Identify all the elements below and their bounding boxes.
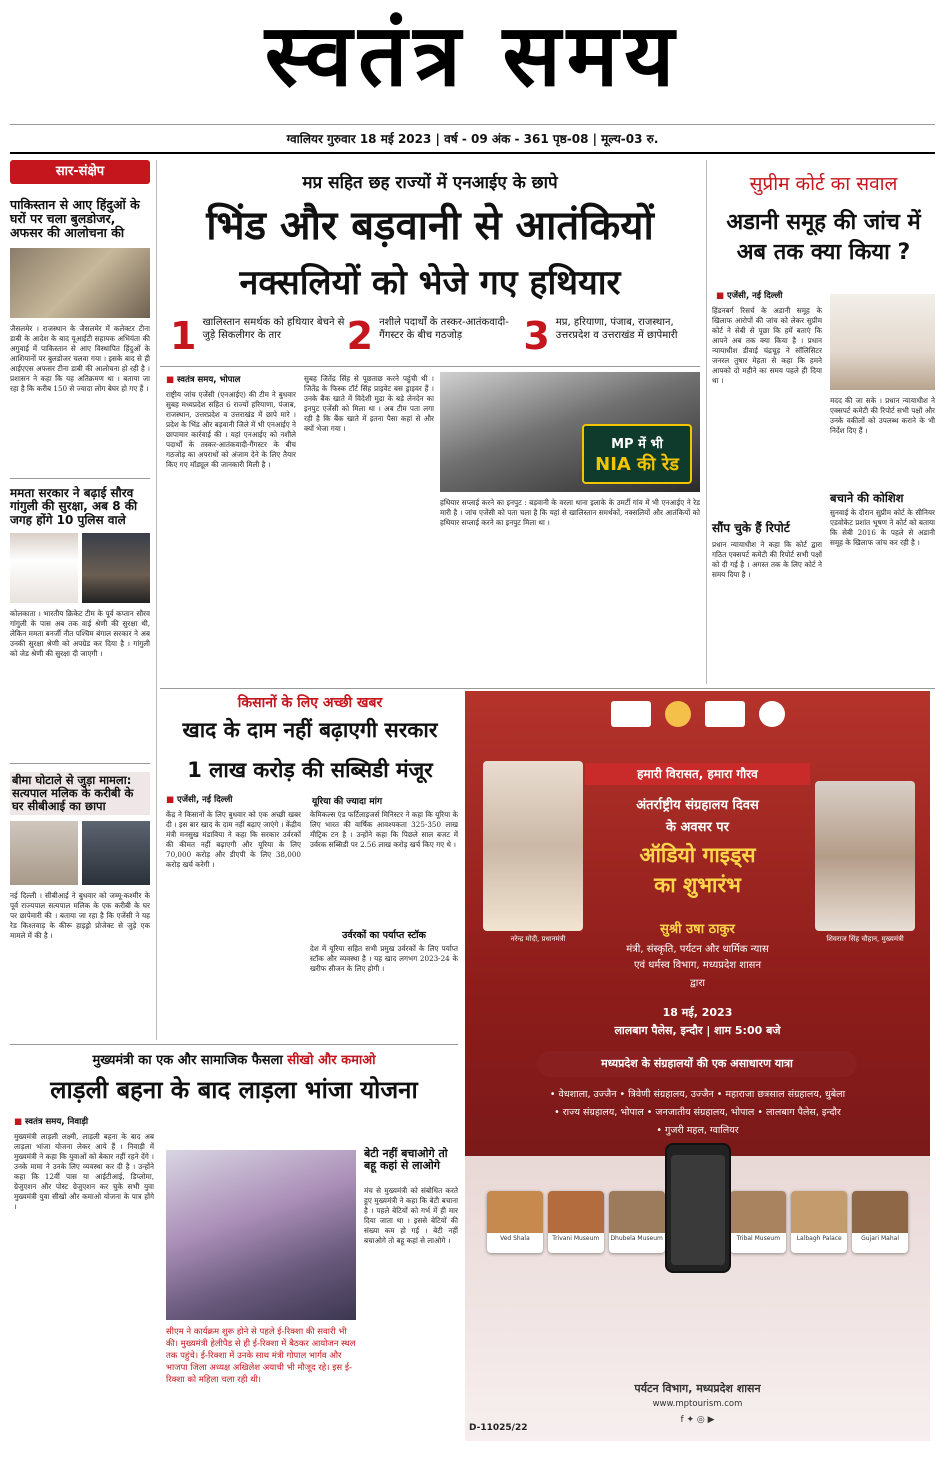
museum-journey-banner: मध्यप्रदेश के संग्रहालयों की एक असाधारण यात्रा [537, 1051, 857, 1077]
fertilizer-column-1: केंद्र ने किसानों के लिए बुधवार को एक अच्छी खबर दी । इस बार खाद के दाम नहीं बढ़ाए जाएंगे । केंद्रीय मंत्री मनसुख मंडाविया ने कहा कि सरकार उर्वरकों की कीमत नहीं बढ़ाएगी और यूरिया के लिए 70,000 करोड़ और डीएपी के लिए 38,000 करोड़ खर्च करेगी । [166, 810, 301, 869]
story-headline[interactable]: पाकिस्तान से आए हिंदुओं के घरों पर चला बुलडोजर, अफसर की आलोचना की [10, 197, 140, 240]
places-line2: • राज्य संग्रहालय, भोपाल • जनजातीय संग्रहालय, भोपाल • लालबाग पैलेस, इन्दौर [554, 1107, 841, 1118]
adani-column-2b: सुनवाई के दौरान सुप्रीम कोर्ट के सीनियर एडवोकेट प्रशांत भूषण ने कोर्ट को बताया कि सेबी 2016 के पहले से अडानी समूह के खिलाफ जांच कर रही है । [830, 508, 935, 547]
side-headline[interactable]: बेटी नहीं बचाओगे तो बहू कहां से लाओगे [364, 1147, 448, 1173]
museum-card[interactable] [548, 1191, 604, 1253]
chief-guest: सुश्री उषा ठाकुर [660, 922, 735, 937]
museum-card-label: Dhubela Museum [610, 1235, 663, 1242]
lead-kicker: मप्र सहित छह राज्यों में एनआईए के छापे [302, 173, 558, 193]
adani-column-1: हिंडनबर्ग रिसर्च के अडानी समूह के खिलाफ आरोपों की जांच को लेकर सुप्रीम कोर्ट ने सेबी से पूछा कि हमें बताएं कि आपने अब तक क्या किया है । प्रधान न्यायाधीश डीवाई चंद्रचूड़ ने सॉलिसिटर जनरल तुषार मेहता से कहा कि हमने आपको दो महीने का समय पहले ही दिया था । [712, 306, 822, 385]
ad-tagline: हमारी विरासत, हमारा गौरव [585, 763, 810, 785]
ganguly-photo [82, 533, 150, 603]
story-body: नई दिल्ली । सीबीआई ने बुधवार को जम्मू-कश्मीर के पूर्व राज्यपाल सत्यपाल मलिक के एक करीबी के घर पर छापेमारी की । बताया जा रहा है कि एजेंसी ने यह रेड किश्तवाड़ के कीरू हाइड्रो प्रोजेक्ट से जुड़े एक मामले में की है । [10, 890, 150, 940]
pm-caption: नरेन्द्र मोदी, प्रधानमंत्री [510, 935, 566, 943]
demolition-photo [10, 248, 150, 318]
museum-card-label: Ved Shala [500, 1235, 530, 1242]
ad-line1: अंतर्राष्ट्रीय संग्रहालय दिवस [636, 798, 759, 813]
section-label: सार-संक्षेप [10, 160, 150, 184]
museum-logo [759, 701, 785, 727]
lead-points [170, 316, 700, 364]
fertilizer-kicker: किसानों के लिए अच्छी खबर [237, 695, 383, 711]
divider [10, 152, 935, 154]
adani-byline: ■ एजेंसी, नई दिल्ली [716, 291, 783, 301]
adani-subhead: सौंप चुके हैं रिपोर्ट [712, 521, 790, 535]
adani-column-2: मदद की जा सके । प्रधान न्यायाधीश ने एक्सपर्ट कमेटी की रिपोर्ट सभी पक्षों और उनके वकीलों को उपलब्ध कराने के भी निर्देश दिए हैं । [830, 396, 935, 435]
point-item [523, 316, 700, 364]
story-body: कोलकाता । भारतीय क्रिकेट टीम के पूर्व कप्तान सौरव गांगुली के पास अब तक वाई श्रेणी की सुरक्षा थी, लेकिन ममता बनर्जी नीत पश्चिम बंगाल सरकार ने अब उनकी सुरक्षा श्रेणी को अपग्रेड कर दिया है । गांगुली को जेड श्रेणी की सुरक्षा दी जाएगी । [10, 609, 150, 659]
youtube-icon[interactable]: ▶ [707, 1415, 715, 1425]
museum-day-ad [465, 691, 930, 1441]
phone-screen [671, 1155, 725, 1265]
divider [10, 1044, 458, 1045]
divider [156, 160, 157, 1040]
adani-subhead: बचाने की कोशिश [830, 491, 904, 505]
fertilizer-headline-line2[interactable]: 1 लाख करोड़ की सब्सिडी मंजूर [187, 758, 433, 782]
museum-card-image [487, 1191, 543, 1233]
cm-column-1: मुख्यमंत्री लाड़ली लक्ष्मी, लाड़ली बहना के बाद अब लाड़ला भांजा योजना लेकर आये हैं । निवाड़ी में मुख्यमंत्री ने कहा कि युवाओं को बेकार नहीं रहने देंगे । उनके मामा ने उनके लिए व्यवस्था कर दी है । उन्होंने कहा कि 12वीं पास या आईटीआई, डिप्लोमा, ग्रेजुएशन और पोस्ट ग्रेजुएशन कर चुके सभी युवा मुख्यमंत्री युवा सीखो और कमाओ योजना के पात्र होंगे । [14, 1132, 154, 1211]
museum-card-label: Trivani Museum [552, 1235, 600, 1242]
e-rickshaw-photo [166, 1150, 356, 1320]
newspaper-title: स्वतंत्र समय [264, 5, 681, 106]
divider [10, 124, 935, 125]
event-date: 18 मई, 2023 [662, 1006, 733, 1019]
point-text: मप्र, हरियाणा, पंजाब, राजस्थान, उत्तरप्रदेश व उत्तराखंड में छापेमारी [555, 317, 678, 341]
story-headline[interactable]: बीमा घोटाले से जुड़ा मामला: सत्यपाल मलिक के करीबी के घर सीबीआई का छापा [10, 772, 150, 815]
adani-kicker: सुप्रीम कोर्ट का सवाल [749, 173, 898, 195]
museum-card-image [730, 1191, 786, 1233]
divider [706, 160, 707, 684]
mamata-photo [10, 533, 78, 603]
divider [160, 366, 700, 367]
nia-raid-photo [440, 372, 700, 492]
point-number: 1 [170, 314, 197, 358]
lead-column-1: राष्ट्रीय जांच एजेंसी (एनआईए) की टीम ने बुधवार सुबह मध्यप्रदेश सहित 6 राज्यों हरियाणा, पंजाब, राजस्थान, उत्तरप्रदेश व उत्तराखंड में छापे मारे । प्रदेश के भिंड और बड़वानी जिले में भी एनआईए ने छापामार कार्रवाई की । यहां एनआईए को नशीले पदार्थों के तस्कर-आतंकवादी-गैंगस्टर के बीच गठजोड़ का अपराधों को अंजाम देने के लिए तैयार किए गए मॉड्यूल की जानकारी मिली है । [166, 390, 296, 469]
fertilizer-subhead: उर्वरकों का पर्याप्त स्टॉक [342, 930, 426, 941]
museum-card-label: Tribal Museum [736, 1235, 781, 1242]
nia-badge [582, 424, 692, 484]
divider [10, 478, 150, 479]
museum-card[interactable] [609, 1191, 665, 1253]
story-body: जैसलमेर । राजस्थान के जैसलमेर में कलेक्टर टीना डाबी के आदेश के बाद यूआईटी सहायक अभियंता की अगुवाई में पाकिस्तान से आए विस्थापित हिंदुओं के आशियानों पर बुलडोजर चलवा गया । इसके बाद से ही आईएएस अफसर टीना डाबी की आलोचना हो रही है । प्रशासन ने कहा कि यह अतिक्रमण था । बताया जा रहा है कि करीब 150 से ज्यादा लोग बेघर हो गए हैं । [10, 324, 150, 393]
museum-card[interactable] [487, 1191, 543, 1253]
ad-title-line2: का शुभारंभ [654, 873, 741, 897]
guest-role-line1: मंत्री, संस्कृति, पर्यटन और धार्मिक न्यास [626, 944, 769, 955]
point-item [170, 316, 347, 364]
social-icons [475, 1415, 920, 1425]
ad-code: D-11025/22 [469, 1423, 528, 1433]
supreme-court-photo [830, 294, 935, 390]
guest-role-line2: एवं धर्मस्व विभाग, मध्यप्रदेश शासन [633, 960, 761, 971]
lead-column-3: हथियार सप्लाई करने का इनपुट : बड़वानी के वरला थाना इलाके के उमर्टी गांव में भी एनआईए ने रेड मारी है । जांच एजेंसी को पता चला है कि यहां से खालिस्तान समर्थकों, नक्सलियों और आतंकियों को हथियार सप्लाई करने का इनपुट मिला था । [440, 498, 700, 527]
photo-pair [10, 821, 150, 885]
guest-by: द्वारा [689, 978, 706, 989]
adani-column-1b: प्रधान न्यायाधीश ने कहा कि कोर्ट द्वारा गठित एक्सपर्ट कमेटी की रिपोर्ट सभी पक्षों को दी गई है । अगस्त तक के लिए कोर्ट ने समय दिया है । [712, 540, 822, 579]
photo-caption: सीएम ने कार्यक्रम शुरू होने से पहले ई-रिक्शा की सवारी भी की। मुख्यमंत्री हेलीपैड से ही ई-रिक्शा में बैठकर आयोजन स्थल तक पहुंचे। ई-रिक्शा में उनके साथ मंत्री गोपाल भार्गव और भाजपा जिला अध्यक्ष अखिलेश अयाची भी मौजूद रहे। इस ई-रिक्शा को महिला चला रही थी। [166, 1327, 356, 1385]
cm-kicker: मुख्यमंत्री का एक और सामाजिक फैसला सीखो और कमाओ [92, 1053, 376, 1068]
point-number: 3 [523, 314, 550, 358]
ad-line2: के अवसर पर [665, 820, 729, 835]
sidebar [10, 160, 150, 991]
cm-headline[interactable]: लाड़ली बहना के बाद लाड़ला भांजा योजना [50, 1076, 418, 1104]
ad-logos [475, 701, 920, 727]
point-text: नशीले पदार्थों के तस्कर-आतंकवादी-गैंगस्टर के बीच गठजोड़ [379, 317, 509, 341]
fertilizer-column-2b: देश में यूरिया सहित सभी प्रमुख उर्वरकों के लिए पर्याप्त स्टॉक और व्यवस्था है । यह खाद लगभग 2023-24 के खरीफ सीजन के लिए होगी । [310, 944, 458, 973]
photo-pair [10, 533, 150, 603]
lead-byline: ■ स्वतंत्र समय, भोपाल [166, 375, 241, 385]
story-headline[interactable]: ममता सरकार ने बढ़ाई सौरव गांगुली की सुरक्षा, अब 8 की जगह होंगे 10 पुलिस वाले [10, 486, 138, 527]
point-item [347, 316, 524, 364]
side-body: मंच से मुख्यमंत्री को संबोधित करते हुए मुख्यमंत्री ने कहा कि बेटी बचाना है । पहले बेटियों को गर्भ में ही मार दिया जाता था । इससे बेटियों की संख्या कम हो गई । बेटी नहीं बचाओगे तो बहू कहां से लाओगे । [364, 1186, 458, 1245]
malik-photo [10, 821, 78, 885]
museum-card-image [791, 1191, 847, 1233]
museum-card-image [548, 1191, 604, 1233]
lead-headline-line2[interactable]: नक्सलियों को भेजे गए हथियार [239, 263, 621, 303]
places-line3: • गुजरी महल, ग्वालियर [656, 1125, 739, 1136]
masthead [0, 0, 945, 118]
g20-logo [611, 701, 651, 727]
ad-footer-url[interactable]: www.mptourism.com [652, 1399, 743, 1409]
azadi-logo [705, 701, 745, 727]
museum-card[interactable] [730, 1191, 786, 1253]
places-line1: • वेधशाला, उज्जैन • त्रिवेणी संग्रहालय, उज्जैन • महाराजा छत्रसाल संग्रहालय, धुबेला [549, 1089, 846, 1100]
divider [160, 688, 935, 689]
twitter-icon[interactable]: ✦ [686, 1415, 695, 1425]
fertilizer-column-2: केमिकल्स एंड फर्टिलाइजर्स मिनिस्टर ने कहा कि यूरिया के लिए भारत की वार्षिक आवश्यकता 325-350 लाख मीट्रिक टन है । उन्होंने कहा कि पिछले साल बजट में उर्वरक सब्सिडी पर 2.56 लाख करोड़ खर्च किए गए थे । [310, 810, 458, 849]
dateline: ग्वालियर गुरुवार 18 मई 2023 | वर्ष - 09 अंक - 361 पृष्ठ-08 | मूल्य-03 रु. [286, 132, 659, 146]
nia-badge-line1: MP में भी [611, 437, 663, 452]
cm-caption: शिवराज सिंह चौहान, मुख्यमंत्री [826, 935, 904, 943]
fertilizer-subhead: यूरिया की ज्यादा मांग [312, 797, 383, 807]
museum-card[interactable] [791, 1191, 847, 1253]
museum-card[interactable] [852, 1191, 908, 1253]
cm-photo [815, 781, 915, 931]
museum-card-label: Lalbagh Palace [796, 1235, 842, 1242]
museum-card-label: Gujari Mahal [861, 1235, 899, 1242]
ad-title-line1: ऑडियो गाइड्स [639, 843, 756, 867]
ad-footer-dept: पर्यटन विभाग, मध्यप्रदेश शासन [634, 1382, 761, 1395]
cbi-photo [82, 821, 150, 885]
lead-column-2: सुबह जितेंद्र सिंह से पूछताछ करने पहुंची थी । जितेंद्र के फिस्क टॉर्ट सिंह प्राइवेट बस ड्राइवर हैं । उनके बैंक खाते में विदेशी मुद्रा के बड़े लेनदेन का इनपुट एजेंसी को मिला था । अब टीम पता लगा रही है कि बैंक खाते में इतना पैसा कहां से और क्यों भेजा गया । [304, 374, 434, 433]
nia-badge-line2: NIA की रेड [595, 454, 679, 475]
lead-headline-line1[interactable]: भिंड और बड़वानी से आतंकियों [206, 203, 654, 249]
facebook-icon[interactable]: f [680, 1415, 684, 1425]
phone-mockup [665, 1143, 731, 1273]
fertilizer-headline-line1[interactable]: खाद के दाम नहीं बढ़ाएगी सरकार [182, 718, 438, 742]
adani-headline[interactable]: अडानी समूह की जांच में अब तक क्या किया ? [726, 210, 921, 265]
point-number: 2 [346, 314, 374, 358]
museum-card-image [609, 1191, 665, 1233]
mp-emblem-logo [665, 701, 691, 727]
museum-card-image [852, 1191, 908, 1233]
cm-byline: ■ स्वतंत्र समय, निवाड़ी [14, 1117, 89, 1127]
event-venue: लालबाग पैलेस, इन्दौर | शाम 5:00 बजे [614, 1024, 781, 1037]
instagram-icon[interactable]: ◎ [696, 1415, 705, 1425]
point-text: खालिस्तान समर्थक को हथियार बेचने से जुड़े सिकलीगर के तार [202, 317, 345, 341]
fertilizer-byline: ■ एजेंसी, नई दिल्ली [166, 795, 233, 805]
pm-photo [483, 761, 583, 931]
divider [10, 763, 150, 764]
